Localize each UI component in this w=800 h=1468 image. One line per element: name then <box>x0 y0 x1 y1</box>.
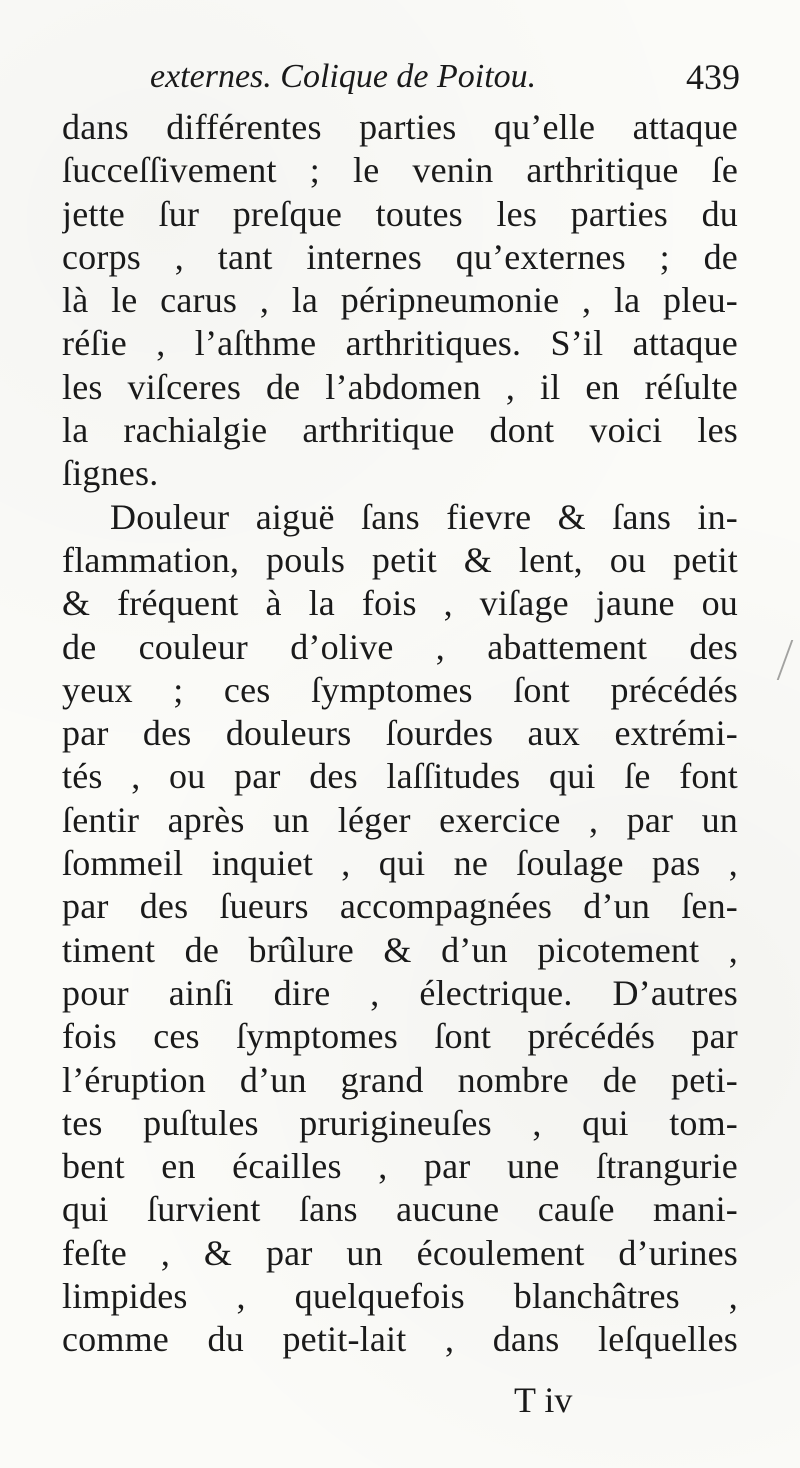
text-line: ſucceſſivement ; le venin arthritique ſe <box>62 150 738 191</box>
page-edge-mark <box>777 640 800 680</box>
page-number: 439 <box>686 57 740 97</box>
text-line: la rachialgie arthritique dont voici les <box>62 410 738 451</box>
text-line: pour ainſi dire , électrique. D’autres <box>62 972 738 1013</box>
text-line: les viſceres de l’abdomen , il en réſulte <box>62 366 738 407</box>
text-line: par des douleurs ſourdes aux extrémi- <box>62 713 738 754</box>
text-line: comme du petit-lait , dans leſquelles <box>62 1319 738 1360</box>
text-line: yeux ; ces ſymptomes ſont précédés <box>62 669 738 710</box>
text-line: dans différentes parties qu’elle attaque <box>62 107 738 147</box>
text-line: ſentir après un léger exercice , par un <box>62 799 738 840</box>
text-line: timent de brûlure & d’un picotement , <box>62 929 738 970</box>
text-line: bent en écailles , par une ſtrangurie <box>62 1146 738 1187</box>
paragraph-2 <box>62 496 738 1362</box>
signature-mark: T iv <box>514 1380 573 1420</box>
text-line: limpides , quelquefois blanchâtres , <box>62 1276 738 1317</box>
text-line: par des ſueurs accompagnées d’un ſen- <box>62 886 738 927</box>
text-line: de couleur d’olive , abattement des <box>62 626 738 667</box>
body-text <box>62 106 738 1362</box>
text-line: & fréquent à la fois , viſage jaune ou <box>62 583 738 624</box>
text-line: ſommeil inquiet , qui ne ſoulage pas , <box>62 843 738 884</box>
text-line: l’éruption d’un grand nombre de peti- <box>62 1059 738 1100</box>
text-line: corps , tant internes qu’externes ; de <box>62 236 738 277</box>
text-line: réſie , l’aſthme arthritiques. S’il attaque <box>62 323 738 364</box>
text-line: feſte , & par un écoulement d’urines <box>62 1232 738 1273</box>
paragraph-1 <box>62 106 738 496</box>
text-line-last: ſignes. <box>62 453 159 494</box>
text-line: jette ſur preſque toutes les parties du <box>62 193 738 234</box>
running-title: externes. Colique de Poitou. <box>150 58 537 95</box>
text-line-indented: Douleur aiguë ſans fievre & ſans in- <box>110 496 738 537</box>
text-line: là le carus , la péripneumonie , la pleu- <box>62 280 738 321</box>
text-line: fois ces ſymptomes ſont précédés par <box>62 1016 738 1057</box>
page-header <box>150 52 740 102</box>
text-line: tes puſtules prurigineuſes , qui tom- <box>62 1102 738 1143</box>
text-line: flammation, pouls petit & lent, ou petit <box>62 539 738 580</box>
text-line: tés , ou par des laſſitudes qui ſe font <box>62 756 738 797</box>
text-line: qui ſurvient ſans aucune cauſe mani- <box>62 1189 738 1230</box>
